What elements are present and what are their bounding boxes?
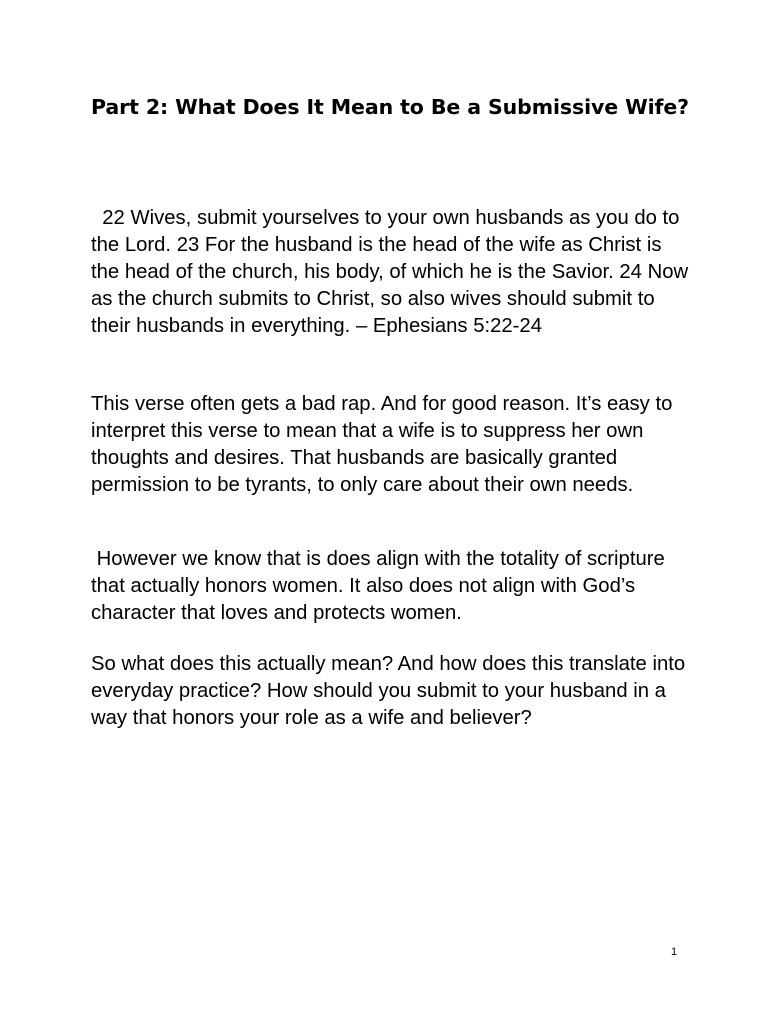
body-paragraph: However we know that is does align with the totality of scripture that actually honors women. It also does not align with God’s character that loves and protects women. [91, 548, 671, 624]
scripture-paragraph: 22 Wives, submit yourselves to your own husbands as you do to the Lord. 23 For the husband is the head of the wife as Christ is the head of the church, his body, of which he is the Savior. 24 Now as the church submits to Christ, so also wives should submit to their husbands in everything. – Ephesians 5:22-24 [91, 207, 694, 337]
body-paragraph: This verse often gets a bad rap. And for good reason. It’s easy to interpret this verse to mean that a wife is to suppress her own thoughts and desires. That husbands are basically granted permission to be tyrants, to only care about their own needs. [91, 393, 679, 496]
page-number: 1 [671, 946, 678, 958]
page-title: Part 2: What Does It Mean to Be a Submissive Wife? [91, 95, 689, 119]
body-paragraph: So what does this actually mean? And how does this translate into everyday practice? How should you submit to your husband in a way that honors your role as a wife and believer? [91, 653, 691, 729]
